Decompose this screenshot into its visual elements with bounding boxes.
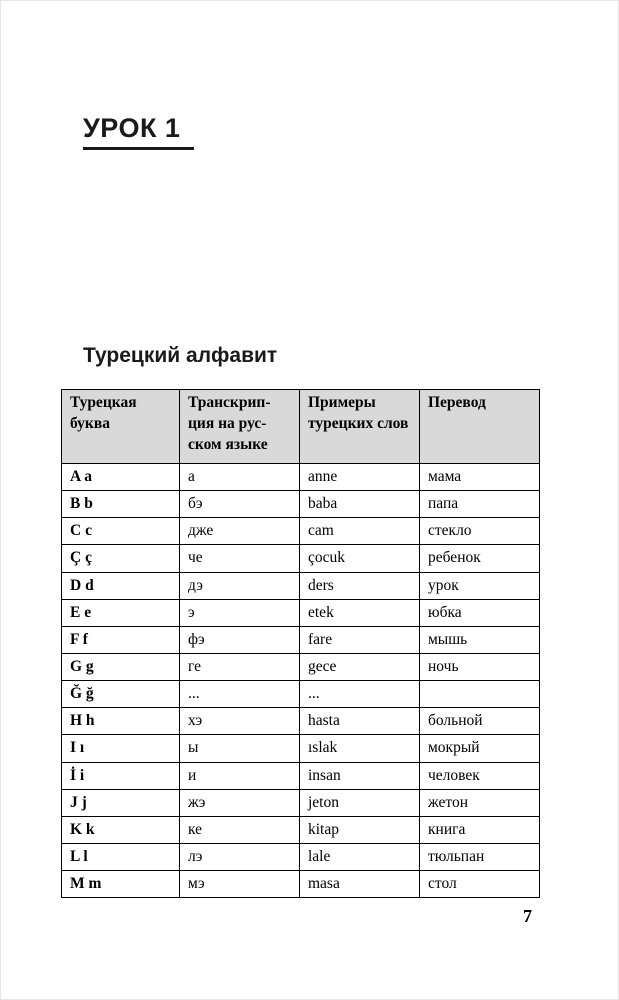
table-cell-example: lale [300,843,420,870]
table-cell-example: anne [300,464,420,491]
table-cell-letter: H h [62,708,180,735]
table-cell-transcription: ке [180,816,300,843]
table-cell-letter: C c [62,518,180,545]
table-cell-translation: человек [420,762,540,789]
table-cell-transcription: фэ [180,626,300,653]
table-cell-letter: A a [62,464,180,491]
page-number: 7 [523,906,532,926]
table-cell-transcription: че [180,545,300,572]
table-cell-example: ıslak [300,735,420,762]
table-cell-transcription: а [180,464,300,491]
table-cell-example: gece [300,653,420,680]
table-cell-translation: ребенок [420,545,540,572]
table-cell-translation: стол [420,871,540,898]
table-cell-letter: İ i [62,762,180,789]
table-row [62,545,540,572]
table-row [62,464,540,491]
table-cell-letter: Ç ç [62,545,180,572]
table-row [62,816,540,843]
table-cell-example: ... [300,681,420,708]
table-cell-example: etek [300,599,420,626]
table-cell-transcription: ... [180,681,300,708]
header-transcription: Транскрип-ция на рус-ском языке [180,390,300,464]
table-cell-example: hasta [300,708,420,735]
table-cell-example: ders [300,572,420,599]
table-cell-translation [420,681,540,708]
table-row [62,626,540,653]
table-cell-translation: книга [420,816,540,843]
table-row [62,735,540,762]
table-cell-transcription: хэ [180,708,300,735]
table-row [62,518,540,545]
table-row [62,653,540,680]
table-cell-transcription: бэ [180,491,300,518]
table-row [62,762,540,789]
table-cell-letter: I ı [62,735,180,762]
table-cell-translation: тюльпан [420,843,540,870]
table-cell-transcription: дже [180,518,300,545]
section-title: Турецкий алфавит [83,344,278,367]
header-turkish-letter: Турецкая буква [62,390,180,464]
table-cell-example: kitap [300,816,420,843]
table-row [62,708,540,735]
table-cell-transcription: и [180,762,300,789]
table-row [62,789,540,816]
table-cell-letter: G g [62,653,180,680]
table-cell-transcription: дэ [180,572,300,599]
table-cell-translation: урок [420,572,540,599]
table-row [62,572,540,599]
table-row [62,871,540,898]
lesson-title: УРОК 1 [83,113,194,150]
table-cell-translation: мама [420,464,540,491]
table-row [62,599,540,626]
table-cell-example: baba [300,491,420,518]
table-cell-letter: B b [62,491,180,518]
table-cell-letter: J j [62,789,180,816]
table-cell-letter: L l [62,843,180,870]
table-cell-example: cam [300,518,420,545]
alphabet-table [61,389,540,898]
table-cell-transcription: лэ [180,843,300,870]
table-cell-translation: стекло [420,518,540,545]
table-cell-example: çocuk [300,545,420,572]
table-cell-example: jeton [300,789,420,816]
table-row [62,681,540,708]
table-cell-translation: юбка [420,599,540,626]
table-row [62,843,540,870]
table-cell-transcription: ы [180,735,300,762]
table-cell-letter: Ğ ğ [62,681,180,708]
table-cell-letter: M m [62,871,180,898]
table-cell-letter: F f [62,626,180,653]
table-cell-letter: D d [62,572,180,599]
table-cell-example: fare [300,626,420,653]
table-cell-transcription: ге [180,653,300,680]
header-translation: Перевод [420,390,540,464]
table-cell-example: masa [300,871,420,898]
header-examples: Примеры турецких слов [300,390,420,464]
table-cell-translation: мокрый [420,735,540,762]
table-cell-example: insan [300,762,420,789]
table-cell-letter: K k [62,816,180,843]
table-cell-translation: жетон [420,789,540,816]
table-header-row [62,390,540,464]
table-cell-letter: E e [62,599,180,626]
table-cell-translation: больной [420,708,540,735]
table-cell-transcription: э [180,599,300,626]
table-cell-transcription: жэ [180,789,300,816]
table-body [62,464,540,898]
table-cell-translation: ночь [420,653,540,680]
table-cell-translation: мышь [420,626,540,653]
table-cell-transcription: мэ [180,871,300,898]
table-cell-translation: папа [420,491,540,518]
table-row [62,491,540,518]
